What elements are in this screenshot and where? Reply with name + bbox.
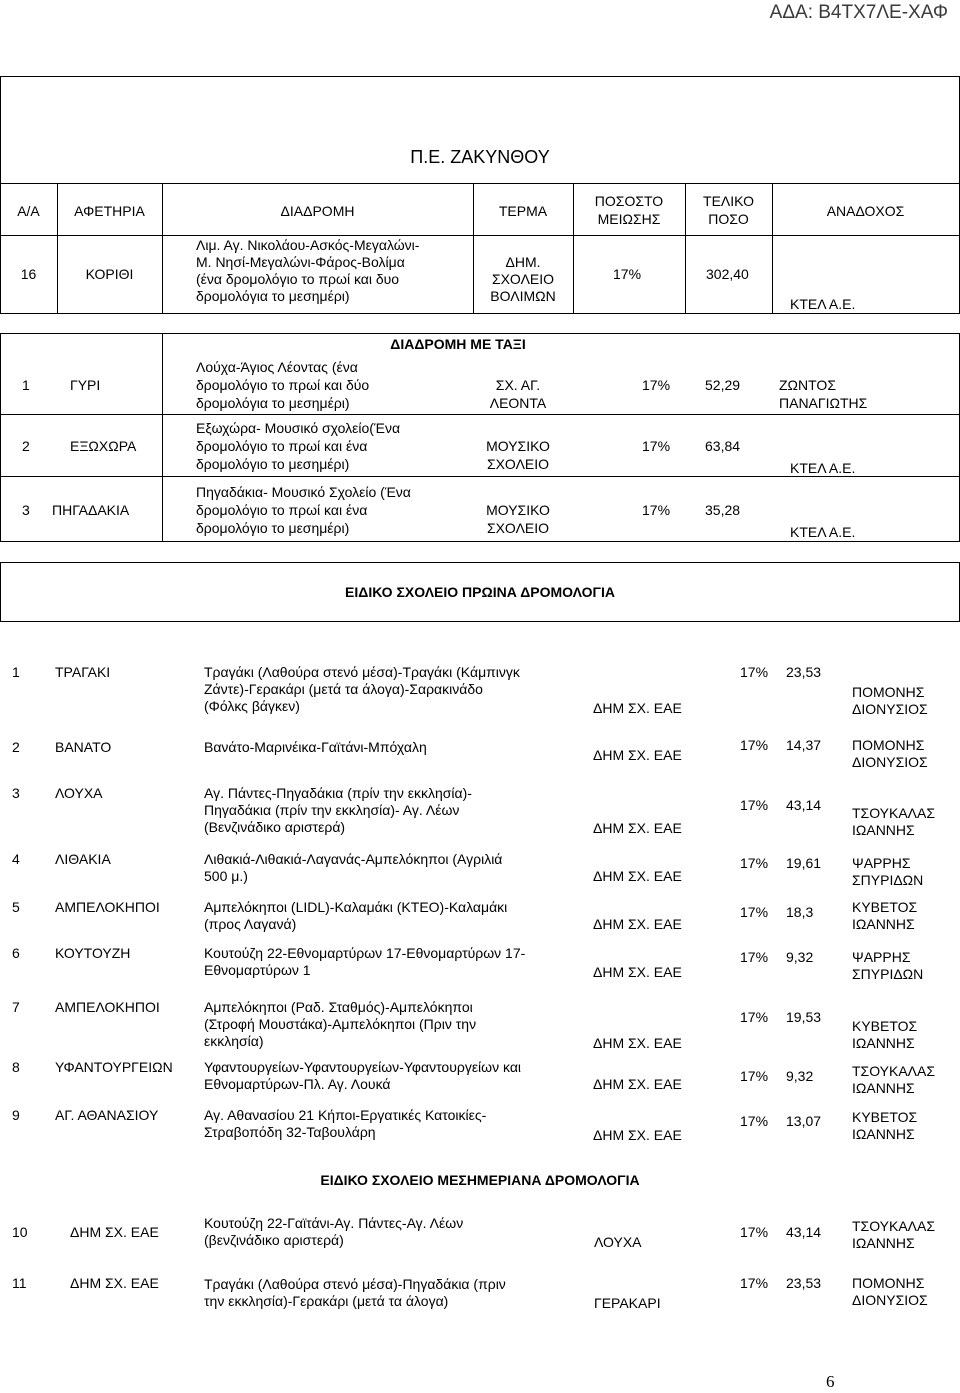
- row-final: 302,40: [706, 266, 749, 282]
- row-final: 35,28: [705, 502, 741, 518]
- ada-code: ΑΔΑ: Β4ΤΧ7ΛΕ-ΧΑΦ: [769, 2, 948, 23]
- row-route-line: εκκλησία): [204, 1033, 264, 1049]
- row-end: ΔΗΜ ΣΧ. ΕΑΕ: [593, 868, 682, 884]
- row-route-line: Ζάντε)-Γερακάρι (μετά τα άλογα)-Σαρακινάδο: [204, 681, 483, 697]
- row-start: ΕΞΩΧΩΡΑ: [70, 438, 137, 454]
- row-end: ΔΗΜ ΣΧ. ΕΑΕ: [593, 700, 682, 716]
- row-route-line: δρομολόγιο το μεσημέρι): [196, 456, 350, 472]
- row-start: ΔΗΜ ΣΧ. ΕΑΕ: [70, 1275, 159, 1291]
- row-route-line: δρομολόγιο το πρωί και ένα: [196, 502, 368, 518]
- row-reduction: 17%: [740, 1009, 769, 1025]
- row-end-line: ΣΧ. ΑΓ.: [495, 377, 541, 393]
- row-end: ΛΟΥΧΑ: [594, 1234, 642, 1250]
- row-end-line: ΣΧΟΛΕΙΟ: [486, 520, 550, 536]
- row-route-line: Κουτούζη 22-Εθνομαρτύρων 17-Εθνομαρτύρων 17-: [204, 945, 526, 961]
- row-end-line: ΜΟΥΣΙΚΟ: [486, 502, 550, 518]
- row-contractor-line: ΚΥΒΕΤΟΣ: [852, 1109, 918, 1125]
- col-contractor: ΑΝΑΔΟΧΟΣ: [826, 203, 905, 219]
- row-start: ΑΜΠΕΛΟΚΗΠΟΙ: [55, 899, 160, 915]
- row-aa: 5: [12, 899, 20, 915]
- row-final: 13,07: [786, 1113, 822, 1129]
- row-contractor-line: ΨΑΡΡΗΣ: [852, 855, 911, 871]
- row-reduction: 17%: [642, 502, 671, 518]
- row-end-line: ΣΧΟΛΕΙΟ: [491, 271, 555, 287]
- row-route-line: (Βενζινάδικο αριστερά): [204, 819, 346, 835]
- row-start: ΚΟΡΙΘΙ: [85, 266, 134, 282]
- row-route-line: Αγ. Αθανασίου 21 Κήποι-Εργατικές Κατοικίες-: [204, 1107, 487, 1123]
- row-reduction: 17%: [740, 797, 769, 813]
- row-start: ΔΗΜ ΣΧ. ΕΑΕ: [70, 1224, 159, 1240]
- row-start: ΤΡΑΓΑΚΙ: [55, 664, 111, 680]
- row-route-line: δρομολόγιο το μεσημέρι): [196, 520, 350, 536]
- row-contractor-line: ΙΩΑΝΝΗΣ: [852, 916, 915, 932]
- row-end: ΔΗΜ ΣΧ. ΕΑΕ: [593, 1035, 682, 1051]
- row-end-line: ΔΗΜ.: [505, 254, 541, 270]
- col-start: ΑΦΕΤΗΡΙΑ: [74, 203, 145, 219]
- row-reduction: 17%: [740, 1113, 769, 1129]
- row-aa: 2: [22, 438, 30, 454]
- row-route-line: Λούχα-Άγιος Λέοντας (ένα: [196, 359, 358, 375]
- row-route-line: Λιμ. Αγ. Νικολάου-Ασκός-Μεγαλώνι-: [196, 237, 420, 253]
- row-start: ΛΙΘΑΚΙΑ: [55, 851, 111, 867]
- row-final: 63,84: [705, 438, 741, 454]
- row-route-line: Πηγαδάκια (πρίν την εκκλησία)- Αγ. Λέων: [204, 802, 460, 818]
- row-route-line: Εθνομαρτύρων 1: [204, 962, 311, 978]
- row-contractor-line: ΤΣΟΥΚΑΛΑΣ: [852, 1218, 936, 1234]
- row-route-line: Μ. Νησί-Μεγαλώνι-Φάρος-Βολίμα: [196, 254, 405, 270]
- row-contractor-line: ΤΣΟΥΚΑΛΑΣ: [852, 1063, 936, 1079]
- row-aa: 1: [22, 377, 30, 393]
- row-aa: 8: [12, 1059, 20, 1075]
- row-contractor: ΚΤΕΛ Α.Ε.: [790, 296, 856, 312]
- row-final: 23,53: [786, 1275, 822, 1291]
- row-route-line: Αγ. Πάντες-Πηγαδάκια (πρίν την εκκλησία)-: [204, 785, 472, 801]
- row-reduction: 17%: [642, 377, 671, 393]
- row-route-line: Τραγάκι (Λαθούρα στενό μέσα)-Πηγαδάκια (πριν: [204, 1276, 506, 1292]
- row-contractor-line: ΠΑΝΑΓΙΩΤΗΣ: [779, 395, 868, 411]
- row-start: ΠΗΓΑΔΑΚΙΑ: [52, 502, 130, 518]
- row-route-line: Στραβοπόδη 32-Ταβουλάρη: [204, 1124, 376, 1140]
- row-route-line: Πηγαδάκια- Μουσικό Σχολείο (Ένα: [196, 484, 411, 500]
- row-contractor-line: ΙΩΑΝΝΗΣ: [852, 1126, 915, 1142]
- row-final: 9,32: [786, 1068, 814, 1084]
- row-aa: 3: [22, 502, 30, 518]
- row-end: ΔΗΜ ΣΧ. ΕΑΕ: [593, 820, 682, 836]
- row-start: ΒΑΝΑΤΟ: [55, 739, 112, 755]
- col-end: ΤΕΡΜΑ: [498, 203, 548, 219]
- row-reduction: 17%: [740, 664, 769, 680]
- row-contractor-line: ΤΣΟΥΚΑΛΑΣ: [852, 805, 936, 821]
- row-route-line: δρομολόγια το μεσημέρι): [196, 288, 350, 304]
- col-reduction-2: ΜΕΙΩΣΗΣ: [597, 211, 661, 227]
- row-start: ΑΜΠΕΛΟΚΗΠΟΙ: [55, 999, 160, 1015]
- row-end: ΔΗΜ ΣΧ. ΕΑΕ: [593, 916, 682, 932]
- row-start: ΛΟΥΧΑ: [55, 785, 103, 801]
- row-contractor-line: ΔΙΟΝΥΣΙΟΣ: [852, 1292, 928, 1308]
- row-contractor-line: ΙΩΑΝΝΗΣ: [852, 822, 915, 838]
- row-final: 43,14: [786, 797, 822, 813]
- row-route-line: (προς Λαγανά): [204, 916, 297, 932]
- col-final-1: ΤΕΛΙΚΟ: [703, 193, 754, 209]
- col-aa: Α/Α: [17, 203, 40, 219]
- row-reduction: 17%: [740, 1275, 769, 1291]
- row-route-line: την εκκλησία)-Γερακάρι (μετά τα άλογα): [204, 1293, 449, 1309]
- row-reduction: 17%: [740, 1068, 769, 1084]
- row-aa: 6: [12, 945, 20, 961]
- row-start: ΚΟΥΤΟΥΖΗ: [55, 945, 131, 961]
- row-contractor-line: ΚΤΕΛ Α.Ε.: [790, 524, 856, 540]
- row-contractor-line: ΔΙΟΝΥΣΙΟΣ: [852, 701, 928, 717]
- row-route-line: (βενζινάδικο αριστερά): [204, 1232, 344, 1248]
- row-contractor-line: ΖΩΝΤΟΣ: [779, 377, 836, 393]
- row-end: ΔΗΜ ΣΧ. ΕΑΕ: [593, 964, 682, 980]
- row-end-line: ΜΟΥΣΙΚΟ: [486, 438, 550, 454]
- row-route-line: δρομολόγια το μεσημέρι): [196, 395, 350, 411]
- row-contractor-line: ΙΩΑΝΝΗΣ: [852, 1235, 915, 1251]
- row-start: ΑΓ. ΑΘΑΝΑΣΙΟΥ: [55, 1107, 159, 1123]
- row-final: 43,14: [786, 1224, 822, 1240]
- row-contractor-line: ΚΥΒΕΤΟΣ: [852, 1018, 918, 1034]
- morning-section-title: ΕΙΔΙΚΟ ΣΧΟΛΕΙΟ ΠΡΩΙΝΑ ΔΡΟΜΟΛΟΓΙΑ: [345, 584, 615, 600]
- row-route-line: Εθνομαρτύρων-Πλ. Αγ. Λουκά: [204, 1076, 391, 1092]
- row-contractor-line: ΨΑΡΡΗΣ: [852, 949, 911, 965]
- row-aa: 10: [12, 1224, 28, 1240]
- row-final: 19,53: [786, 1009, 822, 1025]
- row-final: 19,61: [786, 855, 822, 871]
- row-route-line: Κουτούζη 22-Γαϊτάνι-Αγ. Πάντες-Αγ. Λέων: [204, 1215, 464, 1231]
- row-end: ΓΕΡΑΚΑΡΙ: [594, 1295, 661, 1311]
- row-end: ΔΗΜ ΣΧ. ΕΑΕ: [593, 747, 682, 763]
- row-aa: 11: [12, 1275, 27, 1291]
- row-contractor-line: ΣΠΥΡΙΔΩΝ: [852, 872, 924, 888]
- row-end-line: ΒΟΛΙΜΩΝ: [490, 288, 556, 304]
- row-end: ΔΗΜ ΣΧ. ΕΑΕ: [593, 1127, 682, 1143]
- row-reduction: 17%: [740, 855, 769, 871]
- row-end: ΔΗΜ ΣΧ. ΕΑΕ: [593, 1076, 682, 1092]
- row-contractor-line: ΣΠΥΡΙΔΩΝ: [852, 966, 924, 982]
- row-start: ΥΦΑΝΤΟΥΡΓΕΙΩΝ: [55, 1059, 173, 1075]
- row-route-line: Τραγάκι (Λαθούρα στενό μέσα)-Τραγάκι (Κάμπινγκ: [204, 664, 520, 680]
- row-end-line: ΛΕΟΝΤΑ: [489, 395, 547, 411]
- row-route-line: (Στροφή Μουστάκα)-Αμπελόκηποι (Πριν την: [204, 1016, 477, 1032]
- row-reduction: 17%: [613, 266, 642, 282]
- noon-section-title: ΕΙΔΙΚΟ ΣΧΟΛΕΙΟ ΜΕΣΗΜΕΡΙΑΝΑ ΔΡΟΜΟΛΟΓΙΑ: [320, 1172, 640, 1188]
- row-aa: 7: [12, 999, 20, 1015]
- row-reduction: 17%: [642, 438, 671, 454]
- col-final-2: ΠΟΣΟ: [708, 211, 749, 227]
- row-final: 52,29: [705, 377, 741, 393]
- row-reduction: 17%: [740, 1224, 769, 1240]
- row-contractor-line: ΠΟΜΟΝΗΣ: [852, 684, 925, 700]
- row-route-line: Βανάτο-Μαρινέικα-Γαϊτάνι-Μπόχαλη: [204, 739, 427, 755]
- col-route: ΔΙΑΔΡΟΜΗ: [280, 203, 355, 219]
- row-aa: 1: [12, 664, 20, 680]
- row-route-line: Αμπελόκηποι (Ραδ. Σταθμός)-Αμπελόκηποι: [204, 999, 473, 1015]
- taxi-heading: ΔΙΑΔΡΟΜΗ ΜΕ ΤΑΞΙ: [390, 336, 526, 352]
- row-aa: 2: [12, 739, 20, 755]
- col-reduction-1: ΠΟΣΟΣΤΟ: [594, 193, 664, 209]
- row-contractor-line: ΚΥΒΕΤΟΣ: [852, 899, 918, 915]
- row-route-line: Αμπελόκηποι (LIDL)-Καλαμάκι (ΚΤΕΟ)-Καλαμάκι: [204, 899, 508, 915]
- row-reduction: 17%: [740, 904, 769, 920]
- row-contractor-line: ΚΤΕΛ Α.Ε.: [790, 460, 856, 476]
- row-contractor-line: ΙΩΑΝΝΗΣ: [852, 1035, 915, 1051]
- page-number: 6: [826, 1372, 835, 1391]
- row-aa: 4: [12, 851, 20, 867]
- row-final: 23,53: [786, 664, 822, 680]
- row-contractor-line: ΠΟΜΟΝΗΣ: [852, 737, 925, 753]
- row-route-line: (Φόλκς βάγκεν): [204, 698, 300, 714]
- row-aa: 16: [20, 266, 37, 282]
- row-route-line: δρομολόγιο το πρωί και δύο: [196, 377, 370, 393]
- page-title: Π.Ε. ΖΑΚΥΝΘΟΥ: [410, 147, 550, 167]
- row-start: ΓΥΡΙ: [70, 377, 101, 393]
- row-route-line: Εξωχώρα- Μουσικό σχολείο(Ένα: [196, 420, 401, 436]
- row-route-line: Υφαντουργείων-Υφαντουργείων-Υφαντουργείων και: [204, 1059, 522, 1075]
- row-contractor-line: ΙΩΑΝΝΗΣ: [852, 1080, 915, 1096]
- row-route-line: Λιθακιά-Λιθακιά-Λαγανάς-Αμπελόκηποι (Αγριλιά: [204, 851, 503, 867]
- row-route-line: 500 μ.): [204, 868, 248, 884]
- row-aa: 9: [12, 1107, 20, 1123]
- row-route-line: (ένα δρομολόγιο το πρωί και δυο: [196, 271, 400, 287]
- row-final: 14,37: [786, 737, 822, 753]
- row-final: 18,3: [786, 904, 814, 920]
- row-final: 9,32: [786, 949, 814, 965]
- row-contractor-line: ΠΟΜΟΝΗΣ: [852, 1275, 925, 1291]
- row-contractor-line: ΔΙΟΝΥΣΙΟΣ: [852, 754, 928, 770]
- row-aa: 3: [12, 785, 20, 801]
- row-end-line: ΣΧΟΛΕΙΟ: [486, 456, 550, 472]
- row-reduction: 17%: [740, 949, 769, 965]
- row-route-line: δρομολόγιο το πρωί και ένα: [196, 438, 368, 454]
- row-reduction: 17%: [740, 737, 769, 753]
